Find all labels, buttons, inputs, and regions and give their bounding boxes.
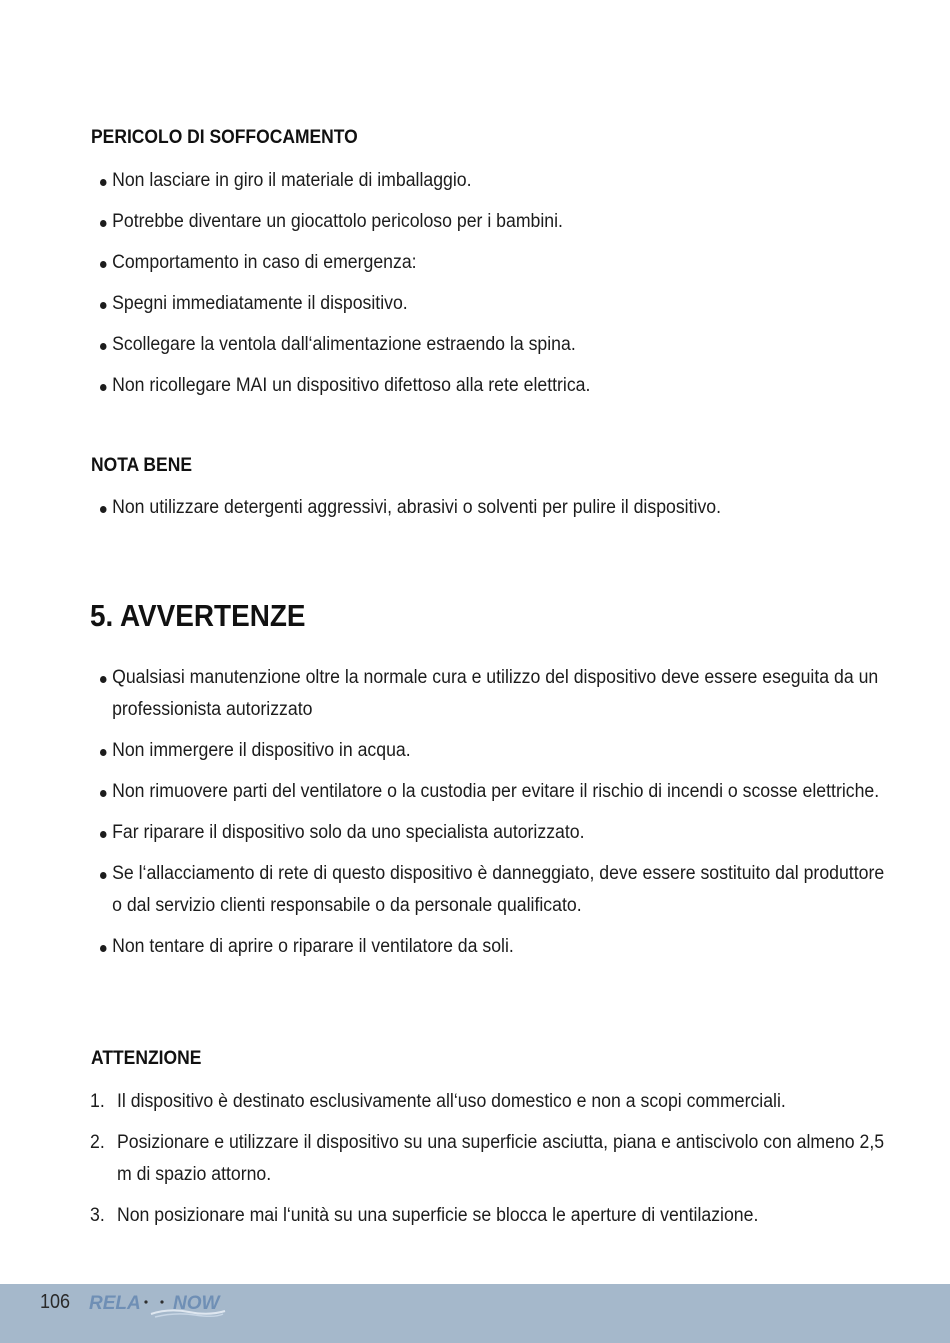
list-item: Qualsiasi manutenzione oltre la normale cura e utilizzo del dispositivo deve essere eseguita da un professionista autorizzato [100,662,886,726]
section-heading-note: NOTA BENE [91,455,192,476]
item-text: Non posizionare mai l‘unità su una superficie se blocca le aperture di ventilazione. [116,1205,759,1226]
list-item: Scollegare la ventola dall‘alimentazione estraendo la spina. [100,329,886,361]
page-title: 5. AVVERTENZE [90,598,306,633]
logo-dot-icon [144,1300,147,1303]
logo-text-right: NOW [173,1293,220,1314]
item-number: 1. [90,1091,105,1112]
attention-list [90,1086,885,1232]
item-text: Posizionare e utilizzare il dispositivo su una superficie asciutta, piana e antiscivolo con almeno 2,5 m di spazio attorno. [116,1132,885,1185]
brand-logo [89,1289,229,1319]
note-list [100,492,880,524]
list-item: Se l‘allacciamento di rete di questo dispositivo è danneggiato, deve essere sostituito dal produttore o dal servizio clienti responsabile o da personale qualificato. [100,858,886,922]
list-item: Spegni immediatamente il dispositivo. [100,288,886,320]
numbered-item [90,1200,900,1232]
item-number: 2. [90,1132,105,1153]
list-item: Potrebbe diventare un giocattolo pericoloso per i bambini. [100,206,886,238]
warnings-list [100,662,885,963]
list-item: Non immergere il dispositivo in acqua. [100,735,886,767]
list-item: Non utilizzare detergenti aggressivi, abrasivi o solventi per pulire il dispositivo. [100,492,886,524]
list-item: Non tentare di aprire o riparare il ventilatore da soli. [100,931,886,963]
list-item: Non rimuovere parti del ventilatore o la custodia per evitare il rischio di incendi o scosse elettriche. [100,776,886,808]
list-item: Far riparare il dispositivo solo da uno specialista autorizzato. [100,817,886,849]
numbered-item [90,1127,900,1191]
logo-text-left: RELA [89,1293,141,1314]
list-item: Comportamento in caso di emergenza: [100,247,886,279]
item-text: Il dispositivo è destinato esclusivamente all‘uso domestico e non a scopi commerciali. [116,1091,786,1112]
list-item: Non ricollegare MAI un dispositivo difettoso alla rete elettrica. [100,370,886,402]
page-number: 106 [40,1291,71,1313]
item-number: 3. [90,1205,105,1226]
section-heading-suffocation: PERICOLO DI SOFFOCAMENTO [91,127,358,148]
suffocation-list [100,165,880,402]
numbered-item [90,1086,900,1118]
section-heading-attention: ATTENZIONE [91,1048,202,1069]
logo-dot-icon [160,1300,163,1303]
list-item: Non lasciare in giro il materiale di imballaggio. [100,165,886,197]
